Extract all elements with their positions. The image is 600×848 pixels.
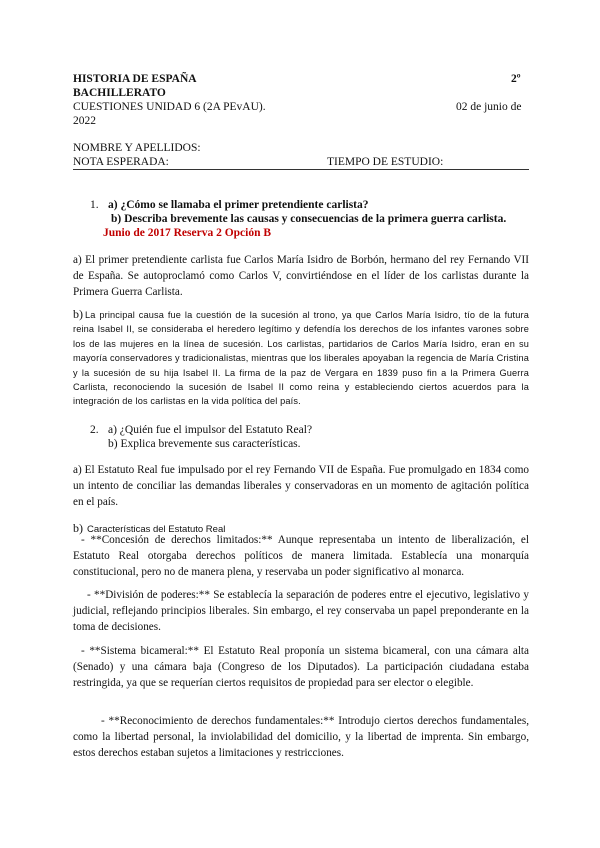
q2-number: 2.	[90, 424, 99, 436]
q2-answer-a: a) El Estatuto Real fue impulsado por el rey Fernando VII de España. Fue promulgado en 1834 como un intento de conciliar las demandas liberales y conservadoras en un momento de agitación política en el país.	[73, 464, 529, 508]
course-label: 2º	[511, 73, 521, 85]
q2-item-1: - **Concesión de derechos limitados:** Aunque representaba un intento de liberalización, el Estatuto Real otorgaba derechos políticos de manera limitada. Establecía una monarquía constitucional, pero no de manera plena, y reservaba un poder significativo al monarca.	[73, 534, 529, 578]
header-divider	[73, 169, 529, 170]
name-field-label: NOMBRE Y APELLIDOS:	[73, 142, 201, 154]
q2-item-2: - **División de poderes:** Se establecía la separación de poderes entre el ejecutivo, legislativo y judicial, reflejando principios liberales. Sin embargo, el rey conservaba un papel preponderante en la toma de decisiones.	[73, 589, 529, 633]
q2-answer-b-title: Características del Estatuto Real	[87, 524, 226, 535]
q2-item-4: - **Reconocimiento de derechos fundamentales:** Introdujo ciertos derechos fundamentales, como la libertad personal, la inviolabilidad del domicilio, y la libertad de imprenta. Sin embargo, estos derechos estaban sujetos a limitaciones y restricciones.	[73, 715, 529, 759]
q1-answer-b-marker: b)	[73, 307, 83, 321]
q2-answer-b-marker: b)	[73, 521, 83, 535]
subject-title: HISTORIA DE ESPAÑA	[73, 73, 197, 85]
q1-number: 1.	[90, 199, 99, 211]
q2-part-a: a) ¿Quién fue el impulsor del Estatuto Real?	[108, 424, 313, 436]
q2-item-3: - **Sistema bicameral:** El Estatuto Real proponía un sistema bicameral, con una cámara alta (Senado) y una cámara baja (Congreso de los Diputados). La participación ciudadana estaba restringida, ya que se requerían ciertos requisitos de propiedad para ser elector o elegible.	[73, 645, 529, 689]
q1-part-b: b) Describa brevemente las causas y consecuencias de la primera guerra carlista.	[111, 213, 507, 225]
level-label: BACHILLERATO	[73, 87, 166, 99]
q1-answer-b-text: La principal causa fue la cuestión de la sucesión al trono, ya que Carlos María Isidro, tío de la futura reina Isabel II, se consideraba el heredero legítimo y defendía los derechos de los infantes varones sobre los de las mujeres en la línea de sucesión. Los carlistas, partidarios de Carlos María Isidro, eran en su mayoría conservadores y tradicionalistas, mientras que los liberales apoyaban la regencia de María Cristina y la sucesión de su hija Isabel II. La firma de la paz de Vergara en 1839 puso fin a la Primera Guerra Carlista, reconociendo la sucesión de Isabel II como reina y estableciendo ciertos acuerdos para la integración de los carlistas en la vida política del país.	[73, 310, 529, 407]
q1-answer-a: a) El primer pretendiente carlista fue Carlos María Isidro de Borbón, hermano del rey Fernando VII de España. Se autoproclamó como Carlos V, convirtiéndose en el líder de los carlistas durante la Primera Guerra Carlista.	[73, 254, 529, 298]
q1-part-a: a) ¿Cómo se llamaba el primer pretendiente carlista?	[108, 199, 369, 211]
study-time-label: TIEMPO DE ESTUDIO:	[327, 156, 444, 168]
date-label: 02 de junio de	[456, 101, 522, 113]
q1-answer-b	[73, 308, 529, 409]
q2-part-b: b) Explica brevemente sus características.	[108, 438, 301, 450]
unit-label: CUESTIONES UNIDAD 6 (2A PEvAU).	[73, 101, 266, 113]
q1-source: Junio de 2017 Reserva 2 Opción B	[103, 227, 272, 239]
date-year: 2022	[73, 115, 96, 127]
grade-field-label: NOTA ESPERADA:	[73, 156, 169, 168]
